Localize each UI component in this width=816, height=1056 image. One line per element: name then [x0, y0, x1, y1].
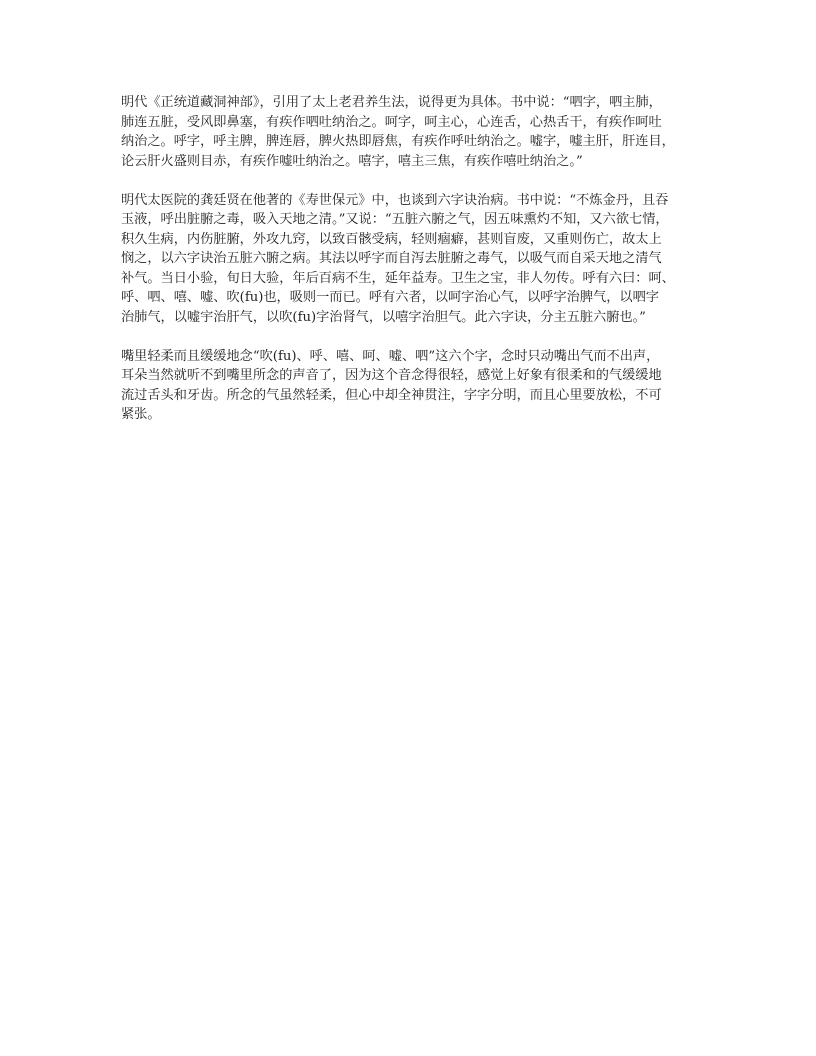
text-line: 紧张。 — [121, 407, 161, 422]
paragraph-zhengtong-daozang — [121, 93, 701, 171]
text-line: 治肺气，以嘘宇治肝气，以吹(fu)字治肾气，以嘻字治胆气。此六字诀，分主五脏六腑也。” — [121, 309, 646, 325]
text-line: 流过舌头和牙齿。所念的气虽然轻柔，但心中却全神贯注，字字分明，而且心里要放松，不可 — [121, 387, 662, 403]
text-line: 论云肝火盛则目赤，有疾作嘘吐纳治之。嘻字，嘻主三焦，有疾作嘻吐纳治之。” — [121, 153, 583, 169]
paragraph-shoushi-baoyuan — [121, 191, 701, 328]
paragraph-practice-method — [121, 347, 701, 425]
text-line: 明代太医院的龚廷贤在他著的《寿世保元》中，也谈到六字诀治病。书中说：“不炼金丹，且吞 — [121, 192, 669, 208]
text-line: 肺连五脏，受风即鼻塞，有疾作呬吐纳治之。呵字，呵主心，心连舌，心热舌干，有疾作呵吐 — [121, 114, 662, 130]
text-line: 补气。当日小验，旬日大验，年后百病不生，延年益寿。卫生之宝，非人勿传。呼有六曰：呵、 — [121, 270, 675, 286]
text-line: 呼、呬、嘻、嘘、吹(fu)也，吸则一而已。呼有六者，以呵字治心气，以呼字治脾气，以呬字 — [121, 290, 659, 305]
text-line: 积久生病，内伤脏腑，外攻九窍，以致百骸受病，轻则痼癖，甚则盲废，又重则伤亡，故太上 — [121, 231, 662, 247]
document-body — [121, 93, 701, 444]
text-line: 悯之，以六字诀治五脏六腑之病。其法以呼字而自泻去脏腑之毒气，以吸气而自采天地之清气 — [121, 251, 662, 266]
text-line: 嘴里轻柔而且缓缓地念“吹(fu)、呼、嘻、呵、嘘、呬”这六个字，念时只动嘴出气而不出声， — [121, 348, 660, 364]
text-line: 耳朵当然就听不到嘴里所念的声音了，因为这个音念得很轻，感觉上好象有很柔和的气缓缓地 — [121, 368, 662, 383]
text-line: 玉液，呼出脏腑之毒，吸入天地之清。”又说：“五脏六腑之气，因五味熏灼不知，又六欲七情， — [121, 212, 669, 227]
text-line: 明代《正统道藏洞神部》，引用了太上老君养生法，说得更为具体。书中说：“呬字，呬主肺， — [121, 95, 662, 110]
text-line: 纳治之。呼字，呼主脾，脾连唇，脾火热即唇焦，有疾作呼吐纳治之。嘘字，嘘主肝，肝连目， — [121, 134, 675, 149]
